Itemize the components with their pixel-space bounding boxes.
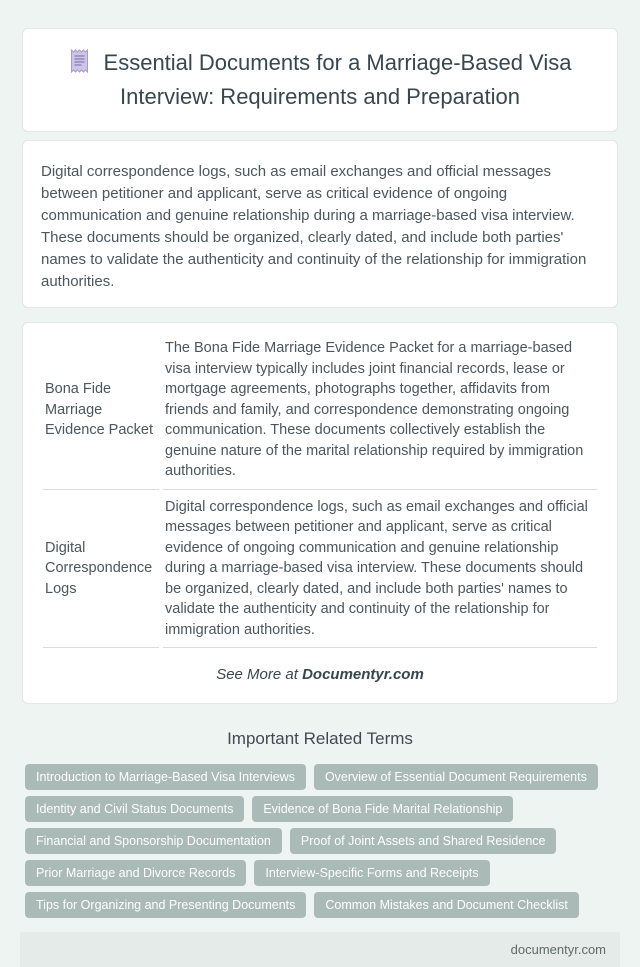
term-definition: The Bona Fide Marriage Evidence Packet for a marriage-based visa interview typically includes joint financial records, lease or mortgage agreements, photographs together, affidavits from friends and family, and correspondence demonstrating ongoing communication. These documents collectively establish the genuine nature of the marital relationship required by immigration authorities. — [163, 331, 597, 490]
see-more-line — [39, 666, 601, 683]
related-term-tag[interactable]: Prior Marriage and Divorce Records — [25, 860, 246, 886]
terms-table-card — [22, 322, 618, 704]
term-name: Digital Correspondence Logs — [43, 490, 159, 649]
related-terms-list — [25, 764, 618, 918]
term-name: Bona Fide Marriage Evidence Packet — [43, 331, 159, 490]
table-row — [43, 490, 597, 649]
related-terms-heading: Important Related Terms — [227, 729, 413, 748]
intro-card — [22, 140, 618, 308]
related-term-tag[interactable]: Identity and Civil Status Documents — [25, 796, 244, 822]
related-term-tag[interactable]: Financial and Sponsorship Documentation — [25, 828, 282, 854]
related-term-tag[interactable]: Interview-Specific Forms and Receipts — [254, 860, 489, 886]
related-term-tag[interactable]: Tips for Organizing and Presenting Documents — [25, 892, 306, 918]
related-term-tag[interactable]: Introduction to Marriage-Based Visa Interviews — [25, 764, 306, 790]
site-footer — [20, 932, 620, 967]
receipt-icon — [69, 48, 90, 82]
term-definition: Digital correspondence logs, such as email exchanges and official messages between petitioner and applicant, serve as critical evidence of ongoing communication and genuine relationship during a marriage-based visa interview. These documents should be organized, clearly dated, and include both parties' names to validate the authenticity and continuity of the relationship for immigration authorities. — [163, 490, 597, 649]
related-term-tag[interactable]: Proof of Joint Assets and Shared Residence — [290, 828, 557, 854]
footer-site-link[interactable]: documentyr.com — [510, 942, 606, 957]
table-row — [43, 331, 597, 490]
intro-paragraph: Digital correspondence logs, such as email exchanges and official messages between petitioner and applicant, serve as critical evidence of ongoing communication and genuine relationship during a marriage-based visa interview. These documents should be organized, clearly dated, and include both parties' names to validate the authenticity and continuity of the relationship for immigration authorities. — [41, 163, 587, 290]
page-title — [49, 48, 591, 112]
related-term-tag[interactable]: Evidence of Bona Fide Marital Relationship — [252, 796, 513, 822]
terms-table — [39, 331, 601, 648]
see-more-brand-link[interactable]: Documentyr.com — [302, 666, 424, 683]
related-term-tag[interactable]: Common Mistakes and Document Checklist — [314, 892, 578, 918]
title-card — [22, 28, 618, 132]
see-more-text: See More at — [216, 666, 303, 683]
related-term-tag[interactable]: Overview of Essential Document Requirements — [314, 764, 598, 790]
page-title-text: Essential Documents for a Marriage-Based Visa Interview: Requirements and Preparation — [103, 50, 572, 109]
